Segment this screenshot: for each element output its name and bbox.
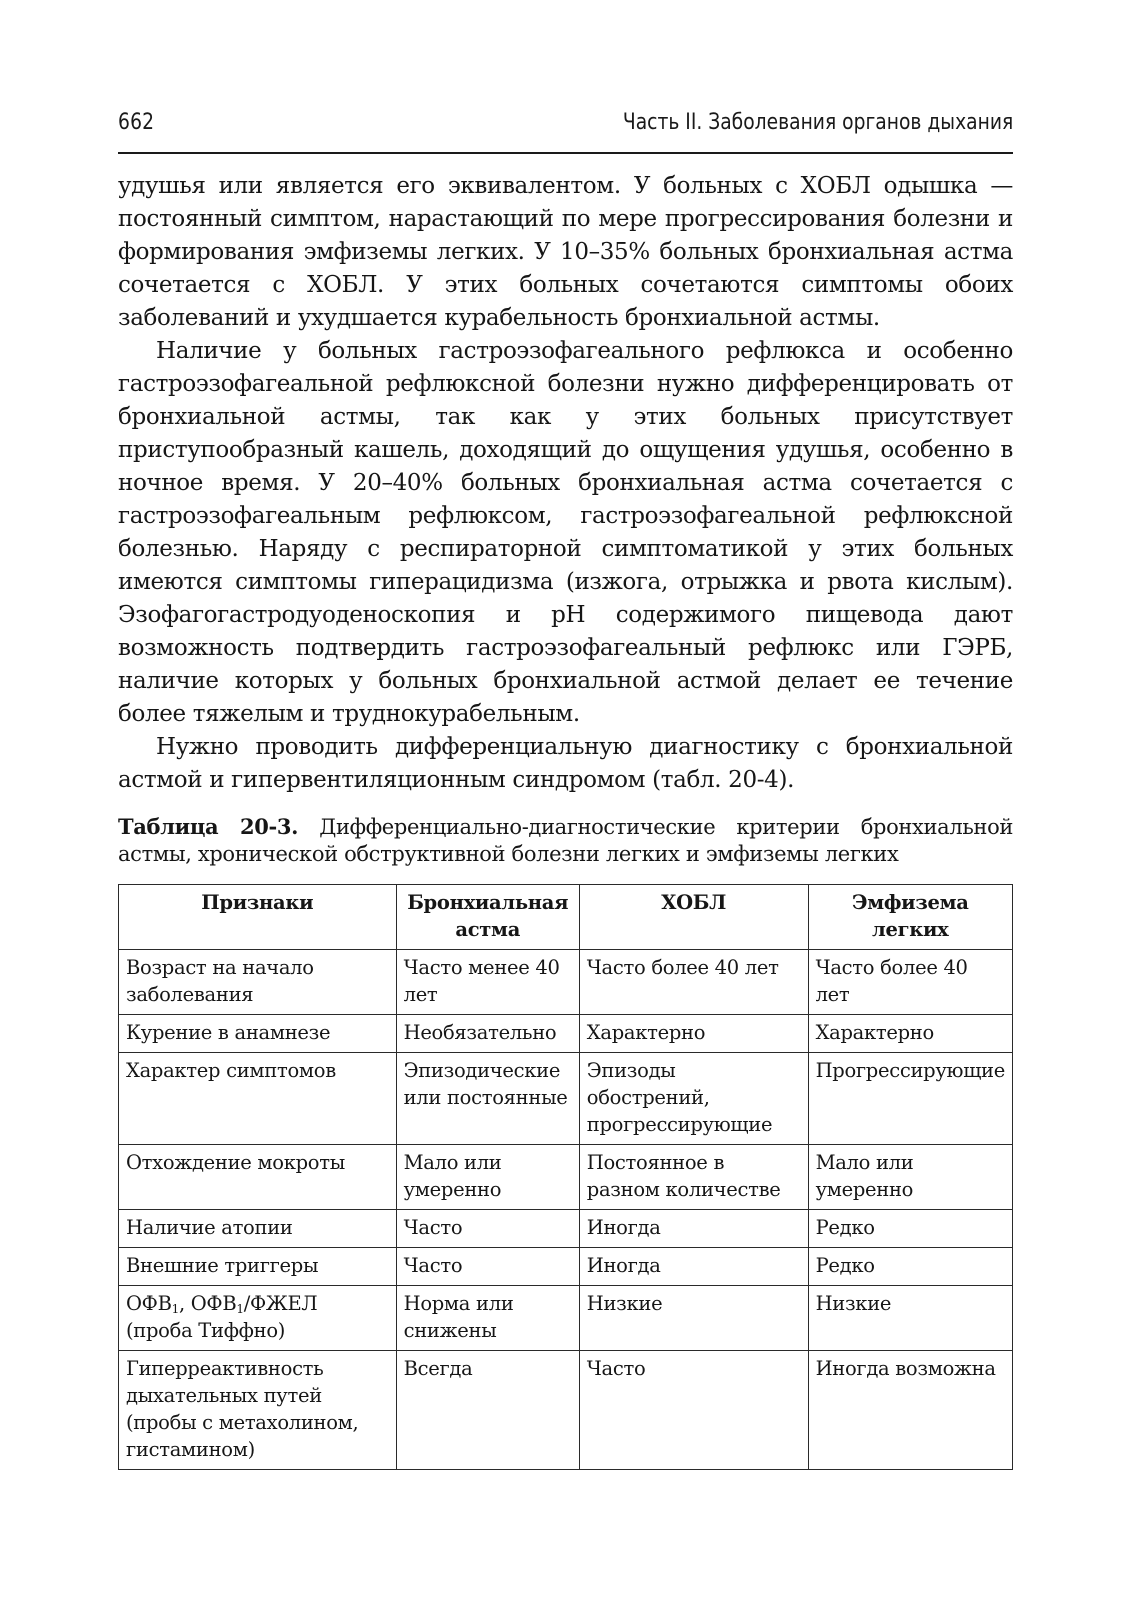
running-head xyxy=(118,108,1013,154)
table-cell: Иногда xyxy=(579,1248,808,1286)
section-title: Часть II. Заболевания органов дыхания xyxy=(622,110,1013,135)
paragraph-3: Нужно проводить дифференциальную диагностику с бронхиальной астмой и гипервентиляционным синдромом (табл. 20-4). xyxy=(118,734,1013,793)
table-cell: Редко xyxy=(808,1210,1012,1248)
table-header-row xyxy=(119,885,1013,950)
table-cell: Норма или снижены xyxy=(396,1286,579,1351)
table-cell: Наличие атопии xyxy=(119,1210,397,1248)
table-cell: Часто менее 40 лет xyxy=(396,950,579,1015)
header-cell-copd: ХОБЛ xyxy=(579,885,808,950)
table-cell: Характер симптомов xyxy=(119,1053,397,1145)
table-cell: Гиперреактивность дыхательных путей (пробы с метахолином, гистамином) xyxy=(119,1351,397,1470)
table-cell: Часто xyxy=(396,1248,579,1286)
table-caption-label: Таблица 20-3. xyxy=(118,814,299,839)
table-cell: Иногда xyxy=(579,1210,808,1248)
table-cell: Прогрессирующие xyxy=(808,1053,1012,1145)
criteria-table xyxy=(118,884,1013,1470)
table-cell: Низкие xyxy=(808,1286,1012,1351)
table-cell: Иногда возможна xyxy=(808,1351,1012,1470)
table-cell: Постоянное в разном количестве xyxy=(579,1145,808,1210)
table-cell: Низкие xyxy=(579,1286,808,1351)
table-cell: Эпизоды обострений, прогрессирующие xyxy=(579,1053,808,1145)
table-cell: Характерно xyxy=(808,1015,1012,1053)
table-row xyxy=(119,1248,1013,1286)
table-row xyxy=(119,1210,1013,1248)
table-cell: Всегда xyxy=(396,1351,579,1470)
fev-text-a: ОФВ xyxy=(126,1292,172,1315)
fev-text-c: /ФЖЕЛ (проба Тиффно) xyxy=(126,1292,318,1342)
table-cell: Мало или умеренно xyxy=(396,1145,579,1210)
table-caption xyxy=(118,813,1013,868)
fev-subscript-2: 1 xyxy=(236,1302,244,1316)
body-text xyxy=(118,170,1013,797)
table-cell: Часто xyxy=(579,1351,808,1470)
table-row xyxy=(119,1351,1013,1470)
table-row xyxy=(119,1053,1013,1145)
table-cell: Эпизодические или постоянные xyxy=(396,1053,579,1145)
table-row xyxy=(119,1015,1013,1053)
table-cell: Внешние триггеры xyxy=(119,1248,397,1286)
table-cell: Часто более 40 лет xyxy=(579,950,808,1015)
paragraph-1: удушья или является его эквивалентом. У больных с ХОБЛ одышка — постоянный симптом, нарастающий по мере прогрессирования болезни и формирования эмфиземы легких. У 10–35% больных бронхиальная астма сочетается с ХОБЛ. У этих больных сочетаются симптомы обоих заболеваний и ухудшается курабельность бронхиальной астмы. xyxy=(118,173,1013,331)
table-cell: Мало или умеренно xyxy=(808,1145,1012,1210)
table-cell: Возраст на начало заболевания xyxy=(119,950,397,1015)
table-cell: Часто xyxy=(396,1210,579,1248)
table-row xyxy=(119,1145,1013,1210)
paragraph-2: Наличие у больных гастроэзофагеального рефлюкса и особенно гастроэзофагеальной рефлюксной болезни нужно дифференцировать от бронхиальной астмы, так как у этих больных присутствует приступообразный кашель, доходящий до ощущения удушья, особенно в ночное время. У 20–40% больных бронхиальная астма сочетается с гастроэзофагеальным рефлюксом, гастроэзофагеальной рефлюксной болезнью. Наряду с респираторной симптоматикой у этих больных имеются симптомы гиперацидизма (изжога, отрыжка и рвота кислым). Эзофагогастродуоденоскопия и pH содержимого пищевода дают возможность подтвердить гастроэзофагеальный рефлюкс или ГЭРБ, наличие которых у больных бронхиальной астмой делает ее течение более тяжелым и труднокурабельным. xyxy=(118,338,1013,727)
table-cell-fev xyxy=(119,1286,397,1351)
table-caption-text: Дифференциально-диагностические критерии бронхиальной астмы, хронической обструктивной болезни легких и эмфиземы легких xyxy=(118,815,1014,866)
fev-text-b: , ОФВ xyxy=(178,1292,237,1315)
header-cell-asthma: Бронхиальная астма xyxy=(396,885,579,950)
page-number: 662 xyxy=(118,110,155,135)
table-cell: Курение в анамнезе xyxy=(119,1015,397,1053)
table-cell: Характерно xyxy=(579,1015,808,1053)
table-row xyxy=(119,1286,1013,1351)
header-cell-signs: Признаки xyxy=(119,885,397,950)
table-cell: Отхождение мокроты xyxy=(119,1145,397,1210)
table-cell: Часто более 40 лет xyxy=(808,950,1012,1015)
fev-subscript-1: 1 xyxy=(171,1302,179,1316)
table-cell: Необязательно xyxy=(396,1015,579,1053)
table-row xyxy=(119,950,1013,1015)
table-cell: Редко xyxy=(808,1248,1012,1286)
header-cell-emphysema: Эмфизема легких xyxy=(808,885,1012,950)
